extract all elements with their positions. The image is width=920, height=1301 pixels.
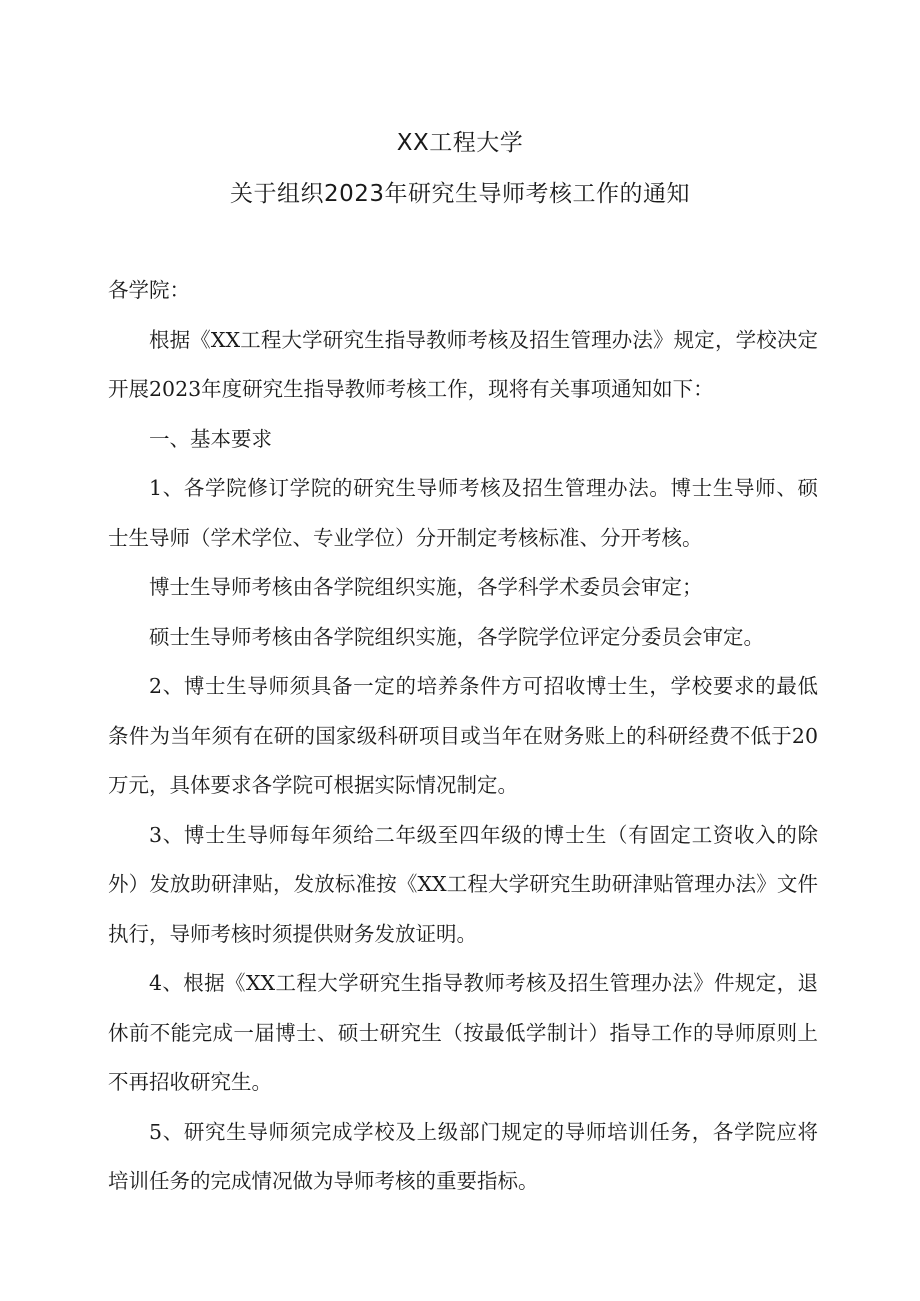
paragraph-item-1: 1、各学院修订学院的研究生导师考核及招生管理办法。博士生导师、硕士生导师（学术学位、专业学位）分开制定考核标准、分开考核。 bbox=[108, 476, 818, 550]
paragraph-intro: 根据《XX工程大学研究生指导教师考核及招生管理办法》规定，学校决定开展2023年度研究生指导教师考核工作，现将有关事项通知如下： bbox=[108, 327, 818, 401]
document-header-school: XX工程大学 bbox=[396, 130, 524, 156]
section-heading-basic-requirements: 一、基本要求 bbox=[149, 426, 272, 451]
paragraph-item-5: 5、研究生导师须完成学校及上级部门规定的导师培训任务，各学院应将培训任务的完成情况做为导师考核的重要指标。 bbox=[108, 1119, 818, 1193]
paragraph-item-2: 2、博士生导师须具备一定的培养条件方可招收博士生，学校要求的最低条件为当年须有在研的国家级科研项目或当年在财务账上的科研经费不低于20万元，具体要求各学院可根据实际情况制定。 bbox=[108, 674, 818, 797]
document-body bbox=[108, 266, 818, 1207]
paragraph-master-supervisor-review: 硕士生导师考核由各学院组织实施，各学院学位评定分委员会审定。 bbox=[149, 624, 764, 649]
paragraph-item-3: 3、博士生导师每年须给二年级至四年级的博士生（有固定工资收入的除外）发放助研津贴，发放标准按《XX工程大学研究生助研津贴管理办法》文件执行，导师考核时须提供财务发放证明。 bbox=[108, 822, 818, 946]
paragraph-doctoral-supervisor-review: 博士生导师考核由各学院组织实施，各学科学术委员会审定； bbox=[149, 575, 703, 599]
salutation: 各学院： bbox=[108, 278, 190, 302]
paragraph-item-4: 4、根据《XX工程大学研究生指导教师考核及招生管理办法》件规定，退休前不能完成一届博士、硕士研究生（按最低学制计）指导工作的导师原则上不再招收研究生。 bbox=[108, 971, 818, 1094]
document-title: 关于组织2023年研究生导师考核工作的通知 bbox=[229, 181, 691, 207]
